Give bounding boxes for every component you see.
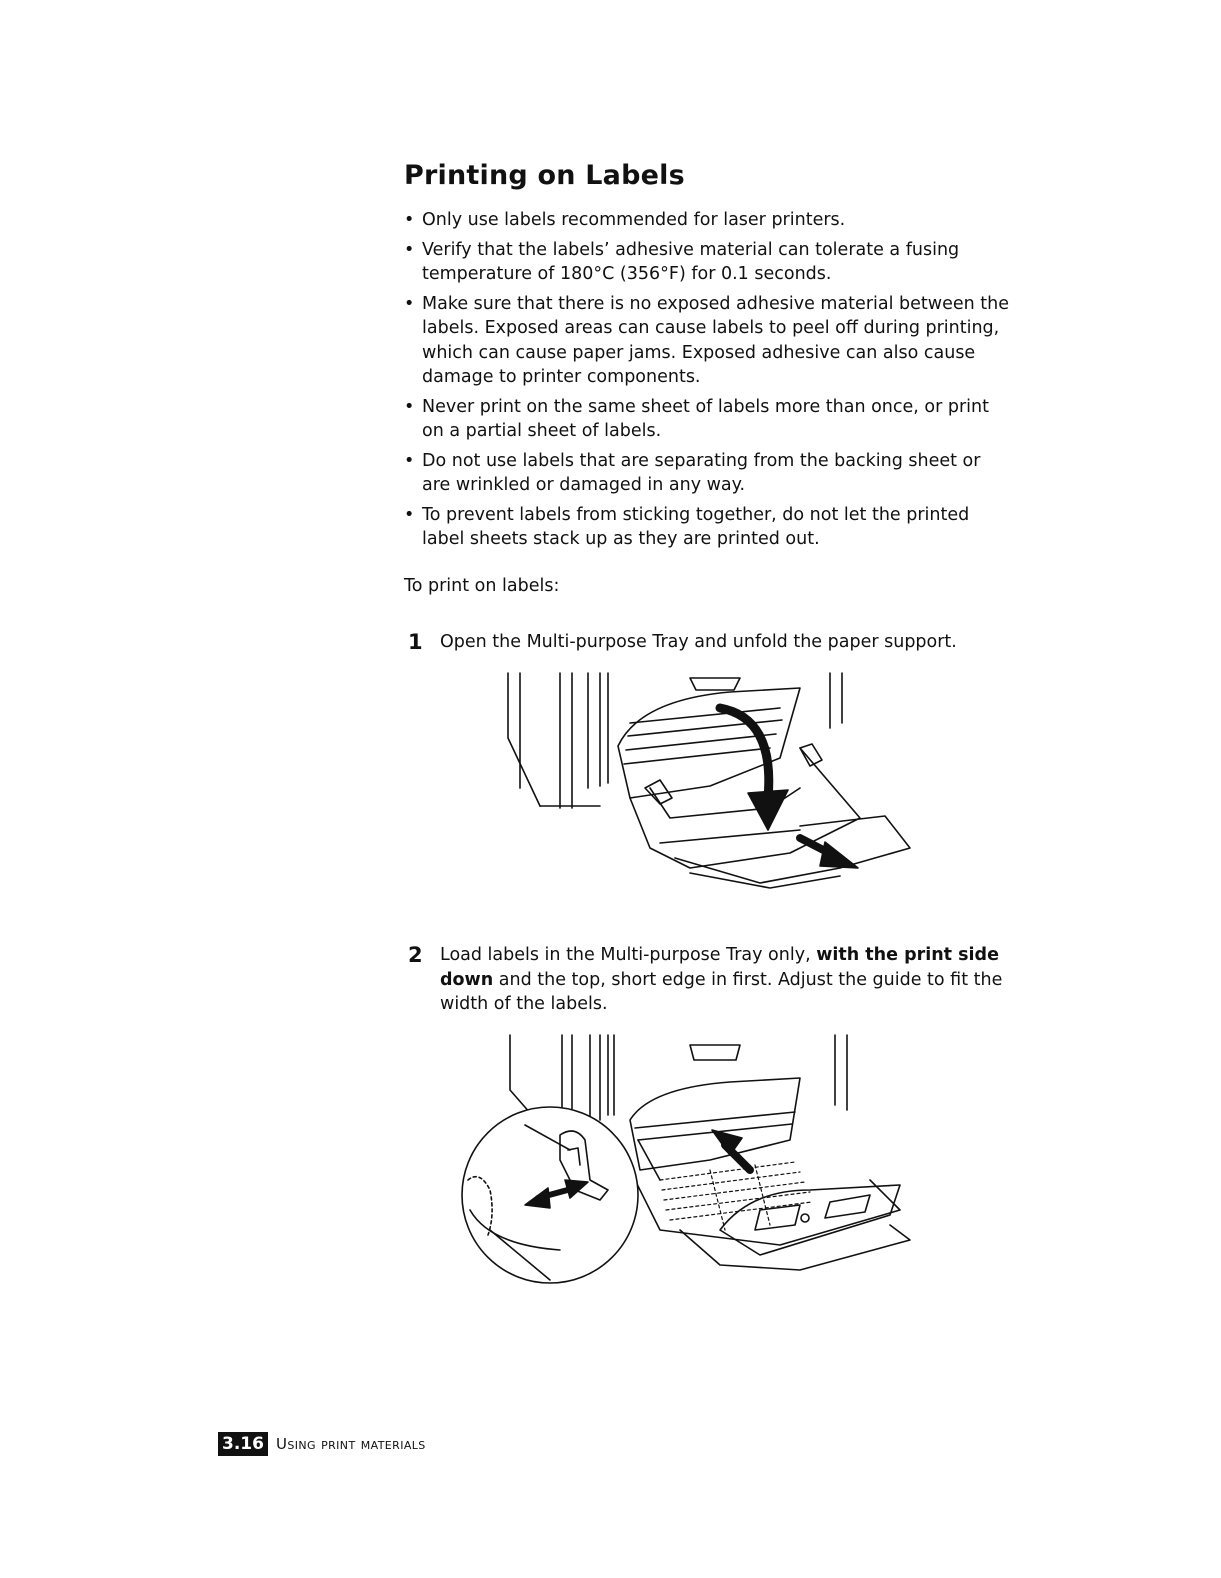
page-number-badge: 3.16 — [218, 1432, 268, 1456]
bullet-icon: • — [404, 293, 415, 314]
step-1 — [404, 630, 1014, 655]
load-labels-illustration — [450, 1030, 920, 1285]
step-text: Open the Multi-purpose Tray and unfold the paper support. — [440, 632, 957, 652]
step-number: 1 — [408, 630, 423, 654]
list-item: • Only use labels recommended for laser printers. — [404, 208, 1014, 233]
list-item: • Never print on the same sheet of labels more than once, or print on a partial sheet of labels. — [404, 396, 989, 441]
bullet-icon: • — [404, 239, 415, 260]
bullet-icon: • — [404, 210, 415, 230]
bullet-icon: • — [404, 450, 415, 471]
open-tray-illustration — [500, 668, 920, 893]
intro-text: To print on labels: — [404, 576, 560, 596]
list-item: • To prevent labels from sticking together, do not let the printed label sheets stack up as they are printed out. — [404, 504, 970, 549]
step-text: Load labels in the Multi-purpose Tray only, with the print side down and the top, short edge in first. Adjust the guide to fit the width of the labels. — [440, 945, 1003, 1014]
step-emphasis: with the print side down — [440, 945, 999, 990]
page-footer — [218, 1432, 426, 1456]
section-title: using print materials — [275, 1435, 426, 1453]
list-item: • Verify that the labels’ adhesive material can tolerate a fusing temperature of 180°C (356°F) for 0.1 seconds. — [404, 239, 960, 284]
bullet-icon: • — [404, 504, 415, 525]
step-number: 2 — [408, 943, 423, 967]
page-title: Printing on Labels — [404, 160, 685, 191]
step-2 — [404, 943, 1014, 1017]
bullet-list — [404, 208, 1014, 557]
bullet-icon: • — [404, 396, 415, 417]
list-item: • Make sure that there is no exposed adhesive material between the labels. Exposed areas can cause labels to peel off during printing, which can cause paper jams. Exposed adhesive can also cause damage to printer components. — [404, 293, 1009, 387]
list-item: • Do not use labels that are separating from the backing sheet or are wrinkled or damaged in any way. — [404, 450, 981, 495]
